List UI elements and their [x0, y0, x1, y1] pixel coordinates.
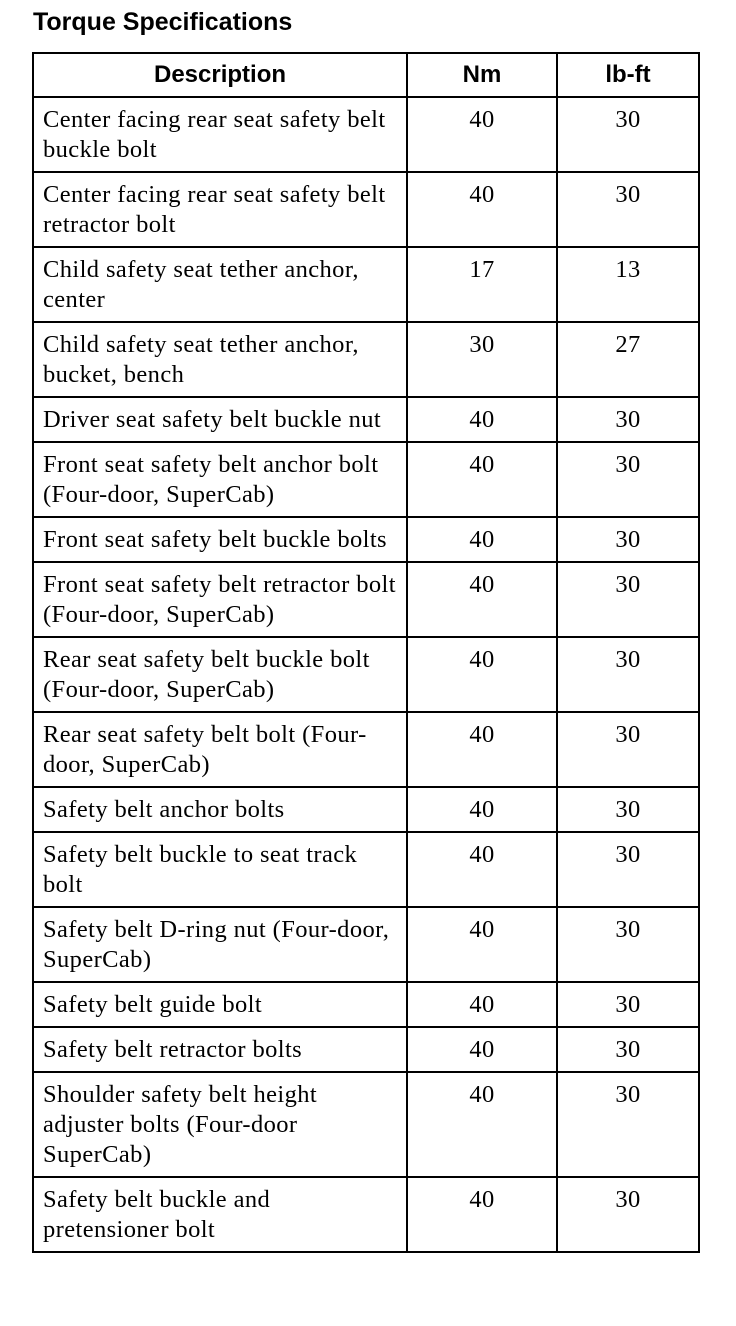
- table-row: [33, 832, 699, 907]
- table-row: [33, 1027, 699, 1072]
- table-row: [33, 1072, 699, 1177]
- cell-description: Child safety seat tether anchor, center: [33, 247, 407, 322]
- cell-description: Safety belt guide bolt: [33, 982, 407, 1027]
- cell-nm: 40: [407, 1072, 557, 1177]
- cell-nm: 40: [407, 517, 557, 562]
- cell-description: Safety belt D-ring nut (Four-door, SuperCab): [33, 907, 407, 982]
- table-row: [33, 97, 699, 172]
- cell-description: Rear seat safety belt bolt (Four-door, SuperCab): [33, 712, 407, 787]
- cell-description: Rear seat safety belt buckle bolt (Four-door, SuperCab): [33, 637, 407, 712]
- header-lbft: lb-ft: [557, 53, 699, 97]
- cell-lbft: 30: [557, 787, 699, 832]
- cell-lbft: 30: [557, 1177, 699, 1252]
- cell-nm: 40: [407, 562, 557, 637]
- cell-lbft: 30: [557, 97, 699, 172]
- cell-lbft: 30: [557, 637, 699, 712]
- cell-lbft: 30: [557, 442, 699, 517]
- cell-nm: 30: [407, 322, 557, 397]
- cell-lbft: 30: [557, 712, 699, 787]
- table-header-row: [33, 53, 699, 97]
- torque-spec-table: [32, 52, 700, 1253]
- cell-description: Front seat safety belt buckle bolts: [33, 517, 407, 562]
- table-row: [33, 712, 699, 787]
- cell-nm: 40: [407, 1027, 557, 1072]
- table-row: [33, 442, 699, 517]
- cell-description: Child safety seat tether anchor, bucket, bench: [33, 322, 407, 397]
- cell-lbft: 30: [557, 982, 699, 1027]
- table-row: [33, 787, 699, 832]
- table-row: [33, 172, 699, 247]
- table-row: [33, 247, 699, 322]
- cell-nm: 40: [407, 907, 557, 982]
- cell-nm: 40: [407, 397, 557, 442]
- cell-description: Center facing rear seat safety belt buckle bolt: [33, 97, 407, 172]
- cell-description: Front seat safety belt retractor bolt (Four-door, SuperCab): [33, 562, 407, 637]
- cell-description: Shoulder safety belt height adjuster bolts (Four-door SuperCab): [33, 1072, 407, 1177]
- cell-nm: 40: [407, 172, 557, 247]
- cell-description: Safety belt buckle and pretensioner bolt: [33, 1177, 407, 1252]
- cell-lbft: 30: [557, 172, 699, 247]
- cell-description: Center facing rear seat safety belt retractor bolt: [33, 172, 407, 247]
- cell-nm: 40: [407, 1177, 557, 1252]
- cell-nm: 40: [407, 442, 557, 517]
- cell-nm: 40: [407, 637, 557, 712]
- cell-lbft: 13: [557, 247, 699, 322]
- cell-nm: 17: [407, 247, 557, 322]
- table-row: [33, 1177, 699, 1252]
- table-row: [33, 637, 699, 712]
- cell-lbft: 30: [557, 397, 699, 442]
- cell-lbft: 30: [557, 832, 699, 907]
- cell-lbft: 30: [557, 562, 699, 637]
- header-nm: Nm: [407, 53, 557, 97]
- cell-nm: 40: [407, 787, 557, 832]
- cell-description: Driver seat safety belt buckle nut: [33, 397, 407, 442]
- page-title: Torque Specifications: [33, 8, 293, 36]
- table-row: [33, 397, 699, 442]
- table-row: [33, 322, 699, 397]
- cell-nm: 40: [407, 712, 557, 787]
- cell-nm: 40: [407, 832, 557, 907]
- cell-lbft: 30: [557, 517, 699, 562]
- cell-lbft: 27: [557, 322, 699, 397]
- table-row: [33, 982, 699, 1027]
- cell-description: Safety belt anchor bolts: [33, 787, 407, 832]
- cell-description: Safety belt buckle to seat track bolt: [33, 832, 407, 907]
- cell-nm: 40: [407, 982, 557, 1027]
- header-description: Description: [33, 53, 407, 97]
- table-row: [33, 517, 699, 562]
- cell-lbft: 30: [557, 907, 699, 982]
- cell-lbft: 30: [557, 1072, 699, 1177]
- table-row: [33, 562, 699, 637]
- cell-description: Front seat safety belt anchor bolt (Four-door, SuperCab): [33, 442, 407, 517]
- cell-lbft: 30: [557, 1027, 699, 1072]
- cell-nm: 40: [407, 97, 557, 172]
- cell-description: Safety belt retractor bolts: [33, 1027, 407, 1072]
- table-row: [33, 907, 699, 982]
